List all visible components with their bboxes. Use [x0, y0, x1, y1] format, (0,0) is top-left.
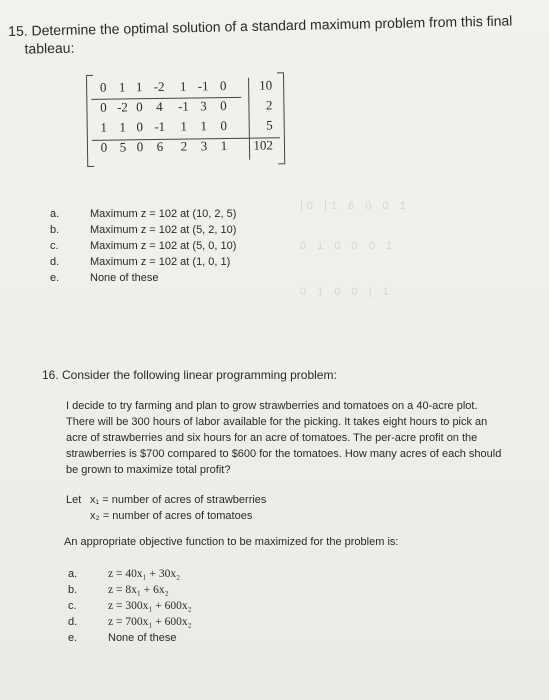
tableau-cell: 3	[200, 138, 208, 154]
tableau-cell: 4	[156, 98, 163, 115]
tableau-rhs-cell: 2	[265, 97, 273, 113]
tableau-rows	[87, 73, 283, 155]
question-16-title: 16. Consider the following linear programming problem:	[42, 368, 337, 382]
option-text: None of these	[108, 632, 177, 644]
question-15-title	[8, 11, 529, 58]
tableau-cell: 0	[100, 99, 107, 115]
option-text: Maximum z = 102 at (10, 2, 5)	[90, 208, 237, 220]
question-15-title-line1: 15. Determine the optimal solution of a standard maximum problem from this final	[8, 12, 513, 39]
tableau-cell: 0	[136, 139, 144, 155]
tableau-rhs-cell: 5	[266, 117, 273, 133]
ghost-text: 0 1 0 0 0 1	[300, 240, 396, 252]
tableau-cell: 1	[100, 119, 108, 135]
tableau-cell: 0	[219, 78, 227, 94]
tableau-row	[96, 137, 276, 159]
option-letter: d.	[50, 256, 60, 268]
tableau-cell: 1	[180, 118, 188, 134]
tableau-cell: 0	[220, 118, 228, 134]
tableau-cell: 6	[156, 138, 164, 155]
option-letter: c.	[68, 600, 77, 612]
tableau-cell: 0	[220, 98, 227, 114]
option-letter: d.	[68, 616, 78, 628]
option-letter: a.	[50, 208, 60, 220]
tableau-cell: 2	[180, 138, 188, 154]
tableau-cell: -1	[197, 78, 209, 94]
ghost-text: |0 |1 6 0 0 1	[300, 200, 410, 212]
option-letter: b.	[50, 224, 60, 236]
tableau-cell: 1	[179, 78, 187, 94]
option-letter: c.	[50, 240, 59, 252]
option-text: None of these	[90, 272, 159, 284]
simplex-tableau	[86, 73, 285, 166]
tableau-cell: 1	[119, 119, 127, 135]
option-text: Maximum z = 102 at (1, 0, 1)	[90, 256, 231, 268]
tableau-rhs-cell: 10	[259, 77, 273, 93]
tableau-row	[95, 97, 275, 119]
tableau-cell: 1	[118, 79, 126, 95]
question-15-title-line2: tableau:	[24, 39, 75, 57]
tableau-cell: -1	[177, 98, 189, 114]
option-letter: e.	[68, 632, 78, 644]
x2-definition: x₂ = number of acres of tomatoes	[90, 510, 253, 522]
option-letter: a.	[68, 568, 78, 580]
option-text: z = 8x₁ + 6x₂	[108, 584, 169, 596]
tableau-cell: -2	[116, 99, 128, 115]
tableau-cell: 1	[200, 118, 208, 134]
option-letter: e.	[50, 272, 60, 284]
tableau-cell: 0	[99, 79, 107, 95]
tableau-cell: 0	[100, 139, 108, 155]
objective-prompt: An appropriate objective function to be maximized for the problem is:	[64, 536, 399, 548]
tableau-cell: 5	[119, 139, 127, 155]
option-text: Maximum z = 102 at (5, 0, 10)	[90, 240, 237, 252]
ghost-text: 0 1 0 0 | 1	[300, 286, 393, 298]
tableau-cell: 3	[200, 98, 207, 114]
tableau-row	[96, 117, 276, 139]
tableau-row	[95, 77, 275, 99]
question-16-problem-text: I decide to try farming and plan to grow strawberries and tomatoes on a 40-acre plot. There will be 300 hours of labor available for the picking. It takes eight hours to pick an acre of strawberries and six hours for an acre of tomatoes. The per-acre profit on the strawberries is $700 compared to $600 for the tomatoes. How many acres of each should be grown to maximize total profit?	[66, 400, 502, 476]
x1-definition: x₁ = number of acres of strawberries	[90, 494, 267, 506]
tableau-cell: 1	[135, 79, 143, 95]
option-text: Maximum z = 102 at (5, 2, 10)	[90, 224, 237, 236]
tableau-cell: 1	[220, 138, 228, 154]
option-text: z = 700x₁ + 600x₂	[108, 616, 192, 628]
tableau-cell: 0	[136, 119, 144, 135]
tableau-rhs-cell: 102	[253, 137, 274, 153]
tableau-cell: -2	[153, 78, 165, 95]
tableau-cell: 0	[136, 99, 143, 115]
option-letter: b.	[68, 584, 78, 596]
tableau-cell: -1	[154, 118, 166, 135]
option-text: z = 40x₁ + 30x₂	[108, 568, 181, 580]
let-label: Let	[66, 494, 82, 506]
option-text: z = 300x₁ + 600x₂	[108, 600, 192, 612]
